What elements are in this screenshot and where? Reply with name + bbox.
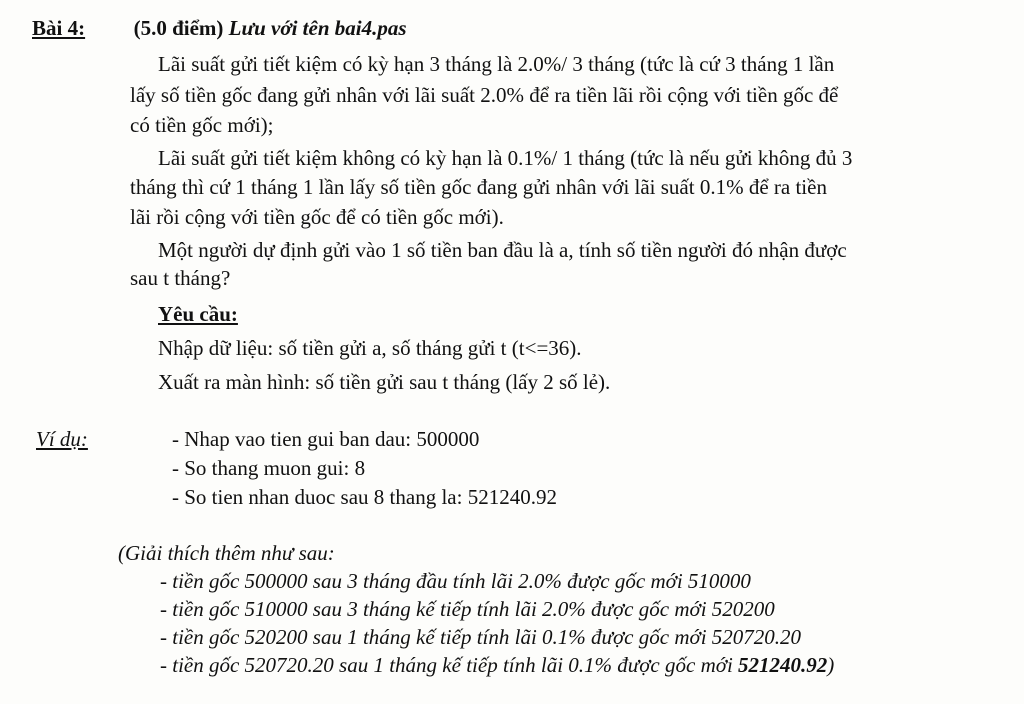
explanation-line-1: - tiền gốc 500000 sau 3 tháng đầu tính lãi 2.0% được gốc mới 510000	[160, 569, 751, 593]
paragraph-3-line-2: sau t tháng?	[130, 266, 231, 290]
example-line-2: - So thang muon gui: 8	[172, 456, 366, 480]
closing-paren: )	[827, 653, 835, 677]
paragraph-1-line-1: Lãi suất gửi tiết kiệm có kỳ hạn 3 tháng là 2.0%/ 3 tháng (tức là cứ 3 tháng 1 lần	[158, 52, 835, 76]
paragraph-2-line-1: Lãi suất gửi tiết kiệm không có kỳ hạn là 0.1%/ 1 tháng (tức là nếu gửi không đủ 3	[158, 146, 853, 170]
example-line-3: - So tien nhan duoc sau 8 thang la: 521240.92	[172, 485, 557, 509]
exercise-points: (5.0 điểm)	[133, 16, 224, 40]
paragraph-2-line-2: tháng thì cứ 1 tháng 1 lần lấy số tiền gốc đang gửi nhân với lãi suất 0.1% để ra tiền	[130, 175, 827, 199]
requirements-output: Xuất ra màn hình: số tiền gửi sau t tháng (lấy 2 số lẻ).	[158, 370, 611, 394]
example-label: Ví dụ:	[36, 427, 88, 451]
requirements-input: Nhập dữ liệu: số tiền gửi a, số tháng gửi t (t<=36).	[158, 336, 582, 360]
final-amount: 521240.92	[738, 653, 828, 677]
explanation-intro: (Giải thích thêm như sau:	[118, 541, 335, 565]
paragraph-3-line-1: Một người dự định gửi vào 1 số tiền ban đầu là a, tính số tiền người đó nhận được	[158, 238, 847, 262]
paragraph-1-line-3: có tiền gốc mới);	[130, 113, 274, 137]
requirements-heading: Yêu cầu:	[158, 302, 238, 326]
exercise-label: Bài 4:	[32, 16, 86, 40]
explanation-line-2: - tiền gốc 510000 sau 3 tháng kế tiếp tính lãi 2.0% được gốc mới 520200	[160, 597, 775, 621]
exercise-header	[32, 16, 407, 40]
explanation-line-4-text: - tiền gốc 520720.20 sau 1 tháng kế tiếp tính lãi 0.1% được gốc mới	[160, 653, 739, 677]
save-as-filename: Lưu với tên bai4.pas	[228, 16, 407, 40]
paragraph-2-line-3: lãi rồi cộng với tiền gốc để có tiền gốc mới).	[130, 205, 504, 229]
example-line-1: - Nhap vao tien gui ban dau: 500000	[172, 427, 480, 451]
explanation-line-3: - tiền gốc 520200 sau 1 tháng kế tiếp tính lãi 0.1% được gốc mới 520720.20	[160, 625, 802, 649]
explanation-line-4	[160, 653, 834, 677]
paragraph-1-line-2: lấy số tiền gốc đang gửi nhân với lãi suất 2.0% để ra tiền lãi rồi cộng với tiền gốc để	[130, 83, 839, 107]
